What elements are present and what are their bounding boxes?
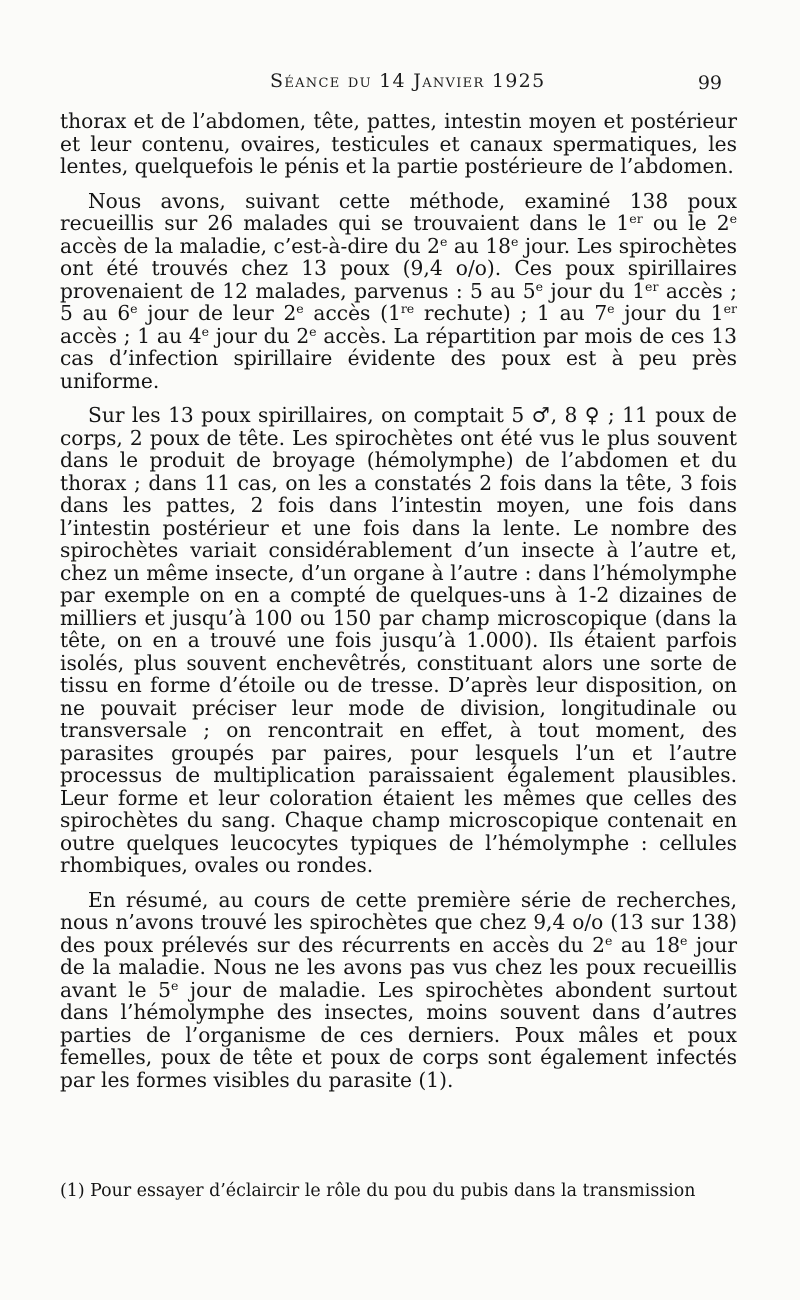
text-run: jour de la maladie. Nous ne les avons pas vus chez les poux recueillis avant le 5 xyxy=(60,932,737,1002)
superscript: er xyxy=(629,211,643,227)
superscript: e xyxy=(607,301,615,317)
superscript: er xyxy=(723,301,737,317)
running-head: Séance du 14 Janvier 1925 xyxy=(270,70,546,92)
page-number: 99 xyxy=(697,72,722,94)
superscript: re xyxy=(400,301,415,317)
text-run: accès ; 5 au 6 xyxy=(60,278,737,325)
text-run: jour de maladie. Les spirochètes abondent surtout dans l’hémolymphe des insectes, moins souvent dans d’autres parties de l’organisme de ces derniers. Poux mâles et poux femelles, poux de tête et poux de corps sont également infectés par les formes visibles du parasite (1). xyxy=(60,977,738,1092)
superscript: e xyxy=(170,977,179,993)
text-run: rechute) ; 1 au 7 xyxy=(414,301,608,325)
text-run: ou le 2 xyxy=(642,211,730,235)
superscript: e xyxy=(604,932,613,948)
text-run: jour du 2 xyxy=(209,323,310,348)
text-run: accès. La répartition par mois de ces 13 cas d’infection spirillaire évidente des poux est à peu près uniforme. xyxy=(60,323,737,393)
superscript: e xyxy=(296,301,304,317)
text-run: thorax et de l’abdomen, tête, pattes, intestin moyen et postérieur et leur contenu, ovaires, testicules et canaux spermatiques, les lentes, quelquefois le pénis et la partie postérieure de l’abdomen. xyxy=(60,109,737,178)
page-header xyxy=(0,70,800,100)
paragraph xyxy=(60,889,737,1092)
text-run: jour de leur 2 xyxy=(137,301,297,325)
text-run: accès (1 xyxy=(303,301,401,325)
text-run: Nous avons, suivant cette méthode, examiné 138 poux recueillis sur 26 malades qui se trouvaient dans le 1 xyxy=(60,188,737,235)
text-run: accès ; 1 au 4 xyxy=(60,323,202,348)
text-run: au 18 xyxy=(612,932,681,957)
text-run: au 18 xyxy=(447,233,512,258)
text-run: En résumé, au cours de cette première série de recherches, nous n’avons trouvé les spirochètes que chez 9,4 o/o (13 sur 138) des poux prélevés sur des récurrents en accès du 2 xyxy=(60,887,737,957)
superscript: e xyxy=(130,301,138,317)
superscript: e xyxy=(511,233,519,249)
text-run: jour du 1 xyxy=(614,301,724,325)
text-run: jour du 1 xyxy=(543,278,646,303)
body-text xyxy=(60,110,737,1103)
text-run: Sur les 13 poux spirillaires, on comptait 5 ♂, 8 ♀ ; 11 poux de corps, 2 poux de tête. Les spirochètes ont été vus le plus souvent dans le produit de broyage (hémolymphe) de l’abdomen et du thorax ; dans 11 cas, on les a constatés 2 fois dans la tête, 3 fois dans les pattes, 2 fois dans l’intestin moyen, une fois dans l’intestin postérieur et une fois dans la lente. Le nombre des spirochètes variait considérablement d’un insecte à l’autre et, chez un même insecte, d’un organe à l’autre : dans l’hémolymphe par exemple on en a compté de quelques-uns à 1-2 dizaines de milliers et jusqu’à 100 ou 150 par champ microscopique (dans la tête, on en a trouvé une fois jusqu’à 1.000). Ils étaient parfois isolés, plus souvent enchevêtrés, constituant alors une sorte de tissu en forme d’étoile ou de tresse. D’après leur disposition, on ne pouvait préciser leur mode de division, longitudinale ou transversale ; on rencontrait en effet, à tout moment, des parasites groupés par paires, pour lesquels l’un et l’autre processus de multiplication paraissaient également plausibles. Leur forme et leur coloration étaient les mêmes que celles des spirochètes du sang. Chaque champ microscopique contenait en outre quelques leucocytes typiques de l’hémolymphe : cellules rhombiques, ovales ou rondes. xyxy=(60,403,737,877)
paragraph xyxy=(60,110,737,178)
superscript: e xyxy=(729,211,737,227)
superscript: e xyxy=(439,233,448,249)
text-run: accès de la maladie, c’est-à-dire du 2 xyxy=(60,233,440,258)
superscript: e xyxy=(201,323,210,339)
superscript: er xyxy=(645,278,659,294)
paragraph xyxy=(60,404,737,877)
paragraph xyxy=(60,190,737,393)
superscript: e xyxy=(309,323,317,339)
superscript: e xyxy=(535,278,543,294)
text-run: jour. Les spirochètes ont été trouvés chez 13 poux (9,4 o/o). Ces poux spirillaires provenaient de 12 malades, parvenus : 5 au 5 xyxy=(60,233,737,303)
footnote: (1) Pour essayer d’éclaircir le rôle du pou du pubis dans la transmission xyxy=(60,1181,696,1201)
superscript: e xyxy=(680,932,688,948)
